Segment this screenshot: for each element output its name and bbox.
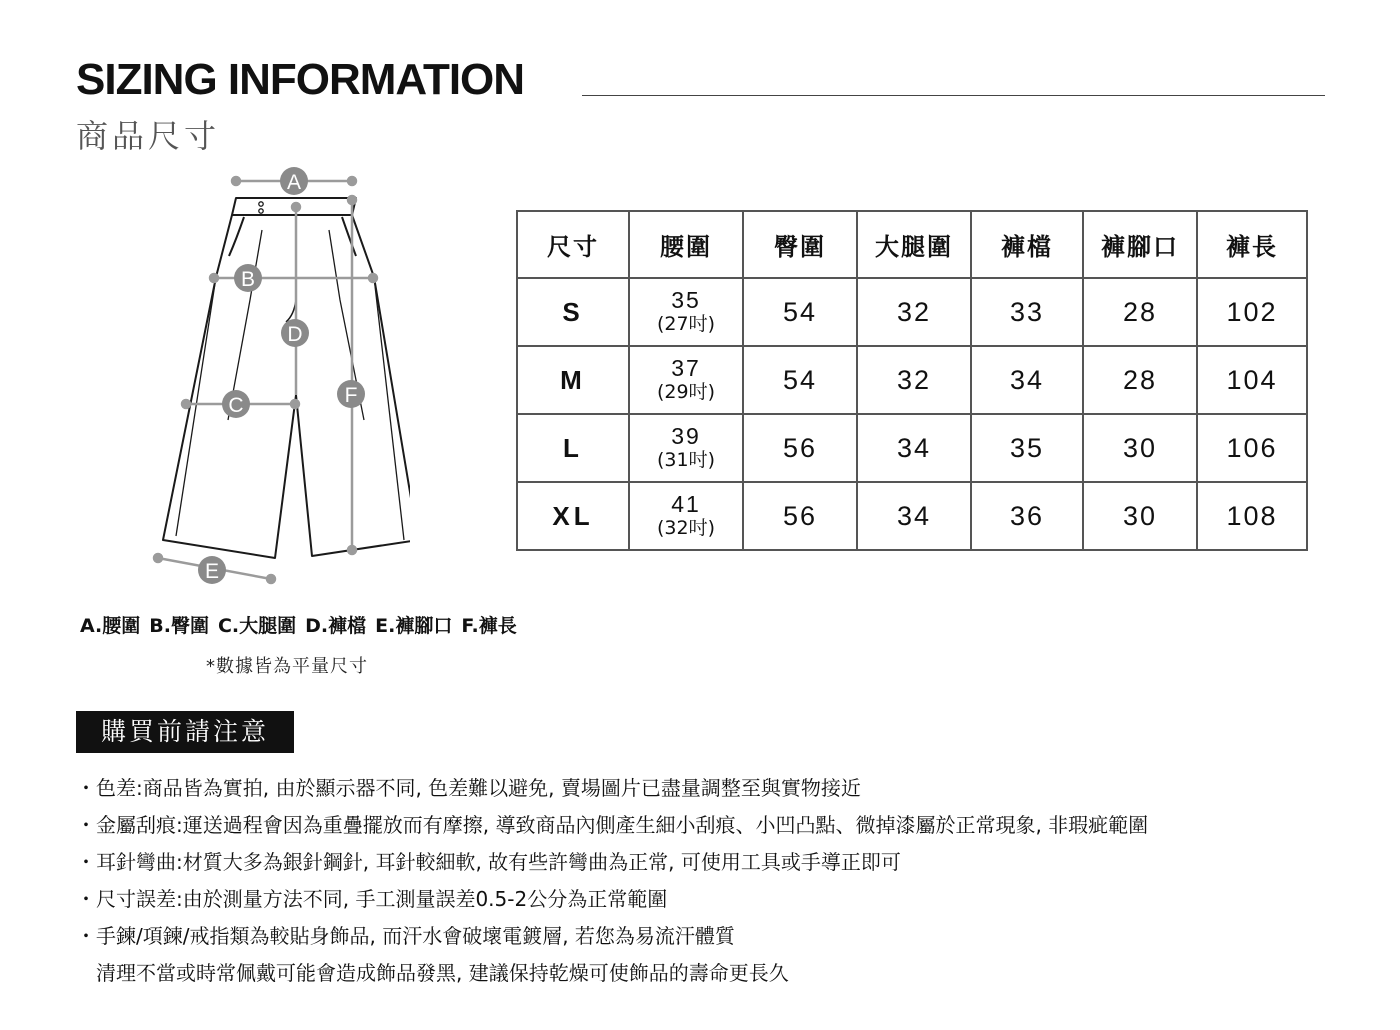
notice-text-continuation: 清理不當或時常佩戴可能會造成飾品發黑, 建議保持乾燥可使飾品的壽命更長久 (96, 961, 789, 985)
cell-length: 102 (1197, 278, 1307, 346)
svg-text:A: A (286, 171, 302, 194)
svg-text:F: F (344, 384, 358, 407)
cell-length: 104 (1197, 346, 1307, 414)
header-size: 尺寸 (517, 211, 629, 278)
cell-hip: 56 (743, 414, 857, 482)
cell-length: 106 (1197, 414, 1307, 482)
bullet-icon: ・ (76, 887, 96, 911)
marker-b (234, 264, 262, 292)
marker-a (280, 167, 308, 195)
list-item (76, 881, 1148, 918)
cell-rise: 34 (971, 346, 1083, 414)
bullet-icon: ・ (76, 850, 96, 874)
cell-hem: 28 (1083, 278, 1197, 346)
list-item (76, 844, 1148, 881)
marker-d (281, 319, 309, 347)
header-length: 褲長 (1197, 211, 1307, 278)
cell-length: 108 (1197, 482, 1307, 550)
waist-cm: 41 (671, 491, 701, 517)
bullet-icon: ・ (76, 813, 96, 837)
notice-list (76, 770, 1148, 992)
page-title: SIZING INFORMATION (76, 55, 525, 104)
cell-thigh: 32 (857, 278, 971, 346)
cell-waist (629, 346, 743, 414)
header-hip: 臀圍 (743, 211, 857, 278)
measurement-footnote: *數據皆為平量尺寸 (206, 656, 368, 677)
notice-text: 色差:商品皆為實拍, 由於顯示器不同, 色差難以避免, 賣場圖片已盡量調整至與實物接近 (96, 776, 861, 800)
legend-item: C.大腿圍 (217, 615, 297, 637)
header-thigh: 大腿圍 (857, 211, 971, 278)
legend-item: E.褲腳口 (375, 615, 453, 637)
cell-hip: 54 (743, 278, 857, 346)
notice-title: 購買前請注意 (76, 711, 294, 753)
cell-waist (629, 482, 743, 550)
list-item (76, 807, 1148, 844)
cell-size: L (517, 414, 629, 482)
table-row (517, 346, 1307, 414)
list-item (76, 770, 1148, 807)
legend-item: D.褲檔 (305, 615, 367, 637)
waist-cm: 35 (671, 287, 701, 313)
cell-thigh: 34 (857, 482, 971, 550)
waist-inch: (32吋) (656, 517, 715, 539)
cell-size: M (517, 346, 629, 414)
waist-cm: 39 (671, 423, 701, 449)
cell-waist (629, 278, 743, 346)
legend-item: F.褲長 (461, 615, 517, 637)
pants-diagram (140, 160, 410, 590)
marker-f (337, 380, 365, 408)
legend-item: B.臀圍 (149, 615, 209, 637)
list-item (76, 918, 1148, 992)
notice-text: 金屬刮痕:運送過程會因為重疊擺放而有摩擦, 導致商品內側產生細小刮痕、小凹凸點、微掉漆屬於正常現象, 非瑕疵範圍 (96, 813, 1149, 837)
page-subtitle: 商品尺寸 (76, 117, 221, 155)
header-rise: 褲檔 (971, 211, 1083, 278)
waist-inch: (29吋) (656, 381, 715, 403)
header-waist: 腰圍 (629, 211, 743, 278)
waist-inch: (31吋) (656, 449, 715, 471)
pants-outline (163, 198, 410, 558)
cell-rise: 33 (971, 278, 1083, 346)
cell-hip: 54 (743, 346, 857, 414)
cell-hem: 30 (1083, 414, 1197, 482)
notice-text: 手鍊/項鍊/戒指類為較貼身飾品, 而汗水會破壞電鍍層, 若您為易流汗體質 (96, 924, 735, 948)
header-hem: 褲腳口 (1083, 211, 1197, 278)
cell-size: XL (517, 482, 629, 550)
cell-hem: 28 (1083, 346, 1197, 414)
notice-text: 尺寸誤差:由於測量方法不同, 手工測量誤差0.5-2公分為正常範圍 (96, 887, 668, 911)
svg-text:D: D (287, 323, 303, 346)
notice-text: 耳針彎曲:材質大多為銀針鋼針, 耳針較細軟, 故有些許彎曲為正常, 可使用工具或手導正即可 (96, 850, 901, 874)
table-row (517, 482, 1307, 550)
bullet-icon: ・ (76, 776, 96, 800)
waist-cm: 37 (671, 355, 701, 381)
cell-waist (629, 414, 743, 482)
marker-e (198, 556, 226, 584)
cell-rise: 35 (971, 414, 1083, 482)
cell-thigh: 34 (857, 414, 971, 482)
svg-text:C: C (228, 394, 244, 417)
table-row (517, 414, 1307, 482)
size-table (516, 210, 1308, 551)
measurement-legend (80, 612, 526, 640)
cell-rise: 36 (971, 482, 1083, 550)
measure-lines (154, 177, 377, 583)
cell-hip: 56 (743, 482, 857, 550)
cell-thigh: 32 (857, 346, 971, 414)
table-row (517, 278, 1307, 346)
waist-inch: (27吋) (656, 313, 715, 335)
legend-item: A.腰圍 (80, 615, 141, 637)
title-divider (582, 95, 1325, 96)
svg-text:B: B (240, 268, 256, 291)
cell-size: S (517, 278, 629, 346)
table-header-row (517, 211, 1307, 278)
marker-c (222, 390, 250, 418)
bullet-icon: ・ (76, 924, 96, 948)
cell-hem: 30 (1083, 482, 1197, 550)
svg-text:E: E (204, 560, 220, 583)
